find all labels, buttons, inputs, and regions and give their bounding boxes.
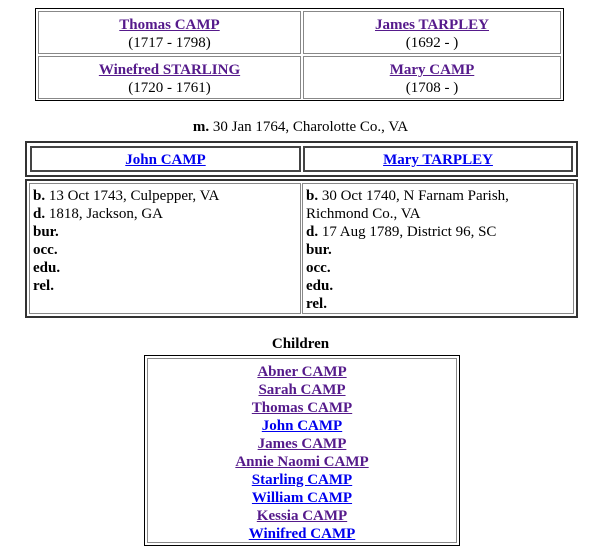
detail-line — [306, 241, 573, 259]
maternal-grandmother-cell — [303, 56, 561, 99]
children-title: Children — [271, 336, 330, 352]
detail-label: occ. — [306, 260, 331, 276]
detail-line — [306, 187, 573, 205]
child-link[interactable]: Kessia CAMP — [256, 508, 348, 524]
detail-label: edu. — [306, 278, 334, 294]
detail-label: bur. — [33, 224, 59, 240]
paternal-grandmother-dates: (1720 - 1761) — [128, 80, 211, 96]
marriage-text: 30 Jan 1764, Charolotte Co., VA — [212, 119, 409, 135]
detail-line — [33, 259, 300, 277]
husband-details — [29, 183, 301, 314]
detail-label: occ. — [33, 242, 58, 258]
wife-cell — [303, 146, 573, 172]
detail-value: Richmond Co., VA — [306, 206, 421, 222]
paternal-grandmother-link[interactable]: Winefred STARLING — [98, 62, 241, 78]
detail-label: rel. — [33, 278, 54, 294]
husband-link[interactable]: John CAMP — [125, 152, 206, 168]
maternal-grandmother-dates: (1708 - ) — [405, 80, 459, 96]
wife-details — [302, 183, 574, 314]
child-link[interactable]: Sarah CAMP — [258, 382, 346, 398]
detail-label: rel. — [306, 296, 327, 312]
maternal-grandfather-link[interactable]: James TARPLEY — [374, 17, 490, 33]
marriage-label: m. — [192, 119, 210, 135]
detail-label: b. — [306, 188, 319, 204]
detail-value: 17 Aug 1789, District 96, SC — [321, 224, 497, 240]
wife-link[interactable]: Mary TARPLEY — [383, 152, 493, 168]
paternal-grandfather-link[interactable]: Thomas CAMP — [119, 17, 220, 33]
detail-label: b. — [33, 188, 46, 204]
child-link[interactable]: William CAMP — [251, 490, 353, 506]
detail-line — [306, 205, 573, 223]
marriage-info — [0, 119, 601, 136]
child-link[interactable]: Annie Naomi CAMP — [235, 454, 369, 470]
detail-line — [33, 205, 300, 223]
maternal-grandfather-cell — [303, 11, 561, 54]
couple-details — [25, 179, 578, 318]
detail-value: 1818, Jackson, GA — [48, 206, 163, 222]
children-list — [147, 358, 457, 543]
couple-header — [25, 141, 578, 177]
detail-line — [306, 259, 573, 277]
paternal-grandmother-cell — [38, 56, 301, 99]
child-link[interactable]: Winifred CAMP — [248, 526, 356, 542]
detail-line — [33, 277, 300, 295]
detail-label: d. — [306, 224, 319, 240]
detail-label: d. — [33, 206, 46, 222]
detail-line — [33, 187, 300, 205]
parents-grid — [35, 8, 564, 101]
detail-value: 30 Oct 1740, N Farnam Parish, — [321, 188, 509, 204]
detail-label: bur. — [306, 242, 332, 258]
maternal-grandmother-link[interactable]: Mary CAMP — [389, 62, 475, 78]
maternal-grandfather-dates: (1692 - ) — [405, 35, 459, 51]
detail-value: 13 Oct 1743, Culpepper, VA — [48, 188, 220, 204]
husband-cell — [30, 146, 301, 172]
child-link[interactable]: Thomas CAMP — [251, 400, 353, 416]
detail-line — [306, 295, 573, 313]
detail-label: edu. — [33, 260, 61, 276]
child-link[interactable]: Starling CAMP — [251, 472, 353, 488]
detail-line — [306, 223, 573, 241]
paternal-grandfather-dates: (1717 - 1798) — [128, 35, 211, 51]
child-link[interactable]: John CAMP — [261, 418, 343, 434]
children-box — [144, 355, 460, 546]
paternal-grandfather-cell — [38, 11, 301, 54]
detail-line — [33, 241, 300, 259]
child-link[interactable]: James CAMP — [257, 436, 347, 452]
detail-line — [306, 277, 573, 295]
detail-line — [33, 223, 300, 241]
child-link[interactable]: Abner CAMP — [257, 364, 347, 380]
